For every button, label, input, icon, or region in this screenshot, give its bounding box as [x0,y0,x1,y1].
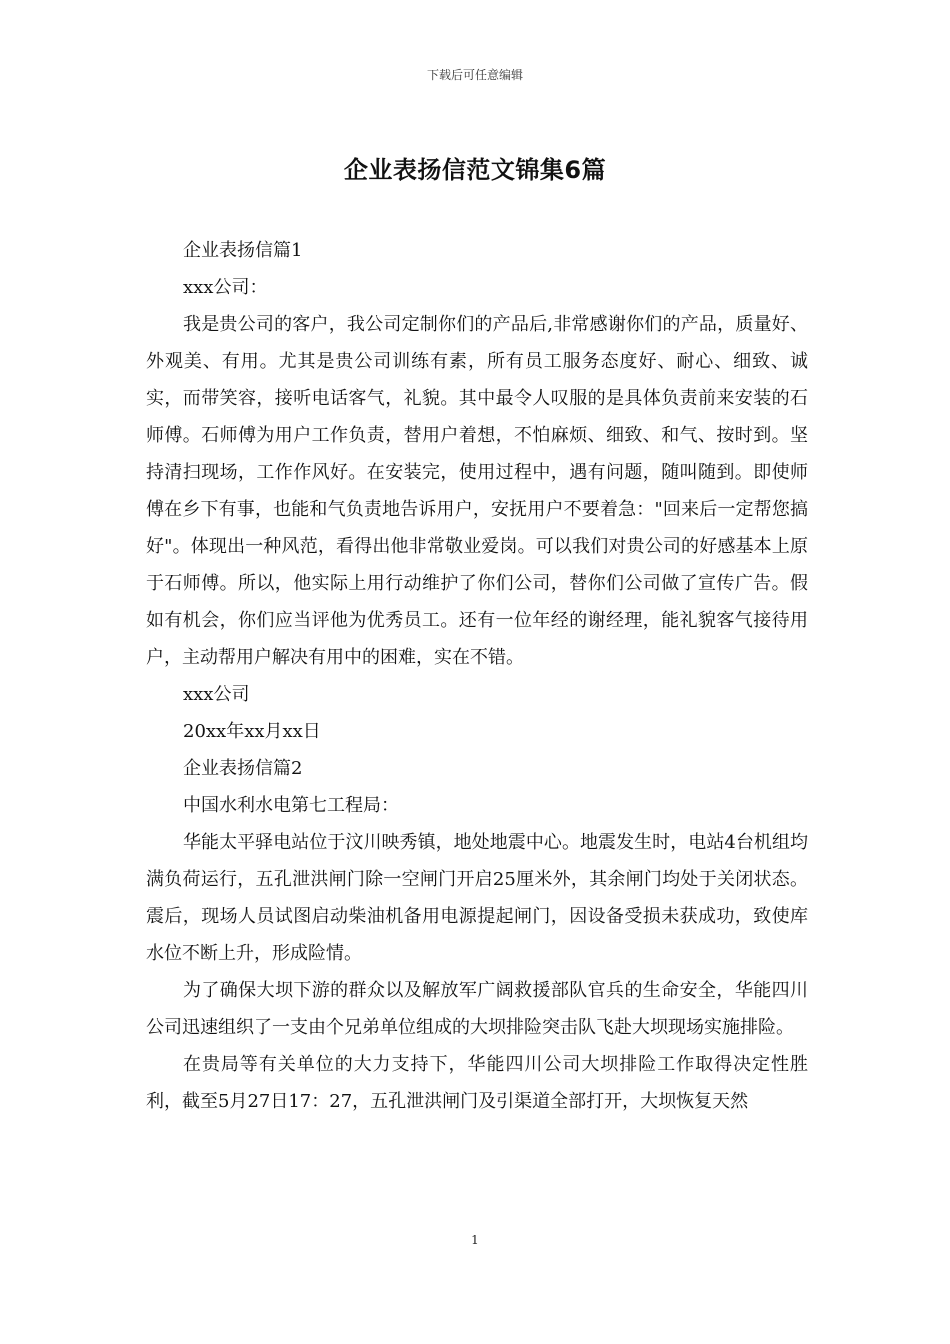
section-heading-1: 企业表扬信篇1 [183,240,303,261]
signature-company: xxx公司 [183,684,250,705]
body-paragraph: 华能太平驿电站位于汶川映秀镇，地处地震中心。地震发生时，电站4台机组均满负荷运行，五孔泄洪闸门除一空闸门开启25厘米外，其余闸门均处于关闭状态。震后，现场人员试图启动柴油机备用电源提起闸门，因设备受损未获成功，致使库水位不断上升，形成险情。 [146,832,808,964]
page-number: 1 [471,1233,479,1247]
section-heading-2: 企业表扬信篇2 [183,758,303,779]
body-paragraph: 我是贵公司的客户，我公司定制你们的产品后,非常感谢你们的产品，质量好、外观美、有用。尤其是贵公司训练有素，所有员工服务态度好、耐心、细致、诚实，而带笑容，接听电话客气，礼貌。其中最令人叹服的是具体负责前来安装的石师傅。石师傅为用户工作负责，替用户着想，不怕麻烦、细致、和气、按时到。坚持清扫现场，工作作风好。在安装完，使用过程中，遇有问题，随叫随到。即使师傅在乡下有事，也能和气负责地告诉用户，安抚用户不要着急："回来后一定帮您搞好"。体现出一种风范，看得出他非常敬业爱岗。可以我们对贵公司的好感基本上原于石师傅。所以，他实际上用行动维护了你们公司，替你们公司做了宣传广告。假如有机会，你们应当评他为优秀员工。还有一位年经的谢经理，能礼貌客气接待用户，主动帮用户解决有用中的困难，实在不错。 [146,314,808,668]
signature-date: 20xx年xx月xx日 [183,721,321,742]
document-body [146,232,808,1120]
body-paragraph: 在贵局等有关单位的大力支持下，华能四川公司大坝排险工作取得决定性胜利，截至5月27日17：27，五孔泄洪闸门及引渠道全部打开，大坝恢复天然 [146,1054,808,1112]
salutation: xxx公司： [183,277,268,298]
header-note: 下载后可任意编辑 [426,68,523,82]
salutation: 中国水利水电第七工程局： [183,795,399,816]
document-title: 企业表扬信范文锦集6篇 [343,156,607,184]
body-paragraph: 为了确保大坝下游的群众以及解放军广阔救援部队官兵的生命安全，华能四川公司迅速组织了一支由个兄弟单位组成的大坝排险突击队飞赴大坝现场实施排险。 [146,980,808,1038]
